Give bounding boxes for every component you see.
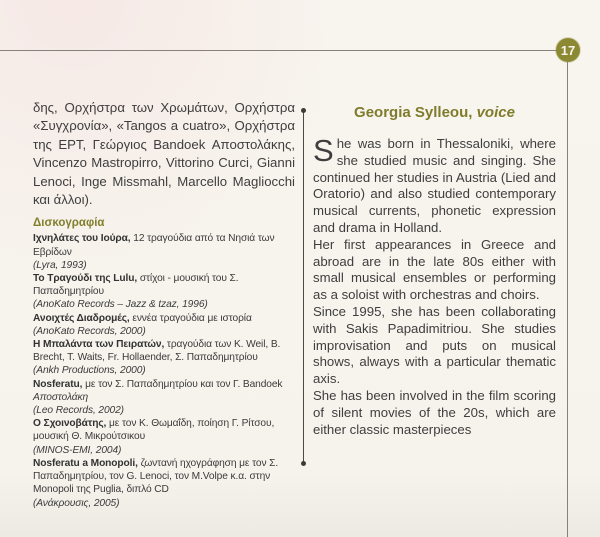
album-description: στίχοι - μουσική του Σ. Παπαδημητρίου (33, 273, 239, 298)
dropcap-letter: S (313, 133, 334, 168)
left-column (33, 99, 295, 510)
bio-text: Since 1995, she has been collaborating with Sakis Papadimitriou. She studies improvisation and puts on musical shows, always with a particular thematic axis. (313, 303, 556, 387)
discography-entry (33, 417, 295, 457)
page-number: 17 (560, 42, 576, 58)
artist-name: Georgia Sylleou, (354, 104, 473, 121)
album-description: 12 τραγούδια από τα Νησιά των Εβρίδων (33, 233, 275, 258)
album-credit: (Leo Records, 2002) (33, 405, 124, 417)
discography-heading: Δισκογραφία (33, 217, 105, 230)
album-title: Το Τραγούδι της Lulu, (33, 273, 138, 285)
album-credit: (Ανάκρουσις, 2005) (33, 497, 120, 509)
discography-list (33, 232, 295, 509)
bio-continuation-text: δης, Ορχήστρα των Χρωμάτων, Ορχήστρα «Συγχρονία», «Tangos a cuatro», Ορχήστρα της ΕΡΤ, Γεώργιος Bandoek Αποστολάκης, Vincenzo Mastropirro, Vittorino Curci, Gianni Lenoci, Inge Missmahl, Marcello Magliocchi και άλλοι). (33, 100, 295, 208)
discography-entry (33, 378, 295, 418)
album-description: ζωντανή ηχογράφηση με τον Σ. Παπαδημητρίου, τον G. Lenoci, τον M.Volpe κ.α. στην Monopoli της Puglia, διπλό CD (33, 457, 279, 496)
bio-text: She has been involved in the film scoring of silent movies of the 20s, which are either classic masterpieces (313, 387, 556, 437)
column-divider (303, 111, 304, 463)
album-description: τραγούδια των K. Weil, B. Brecht, T. Waits, Fr. Hollaender, Σ. Παπαδημητρίου (33, 339, 281, 364)
artist-role: voice (476, 104, 515, 121)
album-title: Ιχνηλάτες του Ιούρα, (33, 233, 131, 245)
discography-entry (33, 232, 295, 272)
album-description: με τον Σ. Παπαδημητρίου και τον Γ. Bandoek (82, 378, 283, 390)
album-title: Nosferatu, (33, 378, 83, 390)
bio-paragraph (313, 304, 556, 388)
album-title: Ο Σχοινοβάτης, (33, 418, 107, 430)
album-title: Η Μπαλάντα των Πειρατών, (33, 339, 165, 351)
album-credit: (AnoKato Records, 2000) (33, 325, 146, 337)
page-number-badge (556, 38, 580, 62)
artist-heading (313, 104, 556, 121)
right-column (313, 104, 556, 438)
bio-text: he was born in Thessaloniki, where she studied music and singing. She continued her studies in Austria (Lied and Oratorio) and also studied contemporary musical currents, phonetic expression and drama in Holland. (313, 136, 556, 235)
bio-text: Her first appearances in Greece and abroad are in the late 80s either with small musical ensembles or performing as a soloist with orchestras and choirs. (313, 236, 556, 303)
album-title: Nosferatu a Monopoli, (33, 457, 138, 469)
album-credit: (Ankh Productions, 2000) (33, 365, 146, 377)
album-description-italic: Αποστολάκη (33, 391, 89, 403)
album-credit: (Lyra, 1993) (33, 259, 87, 271)
album-description: με τον Κ. Θωμαΐδη, ποίηση Γ. Ρίτσου, μουσική Θ. Μικρούτσικου (33, 418, 275, 443)
album-title: Ανοιχτές Διαδρομές, (33, 312, 130, 324)
bio-paragraph (313, 237, 556, 304)
album-credit: (MINOS-EMI, 2004) (33, 444, 122, 456)
bio-paragraph (313, 388, 556, 438)
album-description: εννέα τραγούδια με ιστορία (129, 312, 252, 324)
top-rule (0, 50, 557, 51)
discography-entry (33, 457, 295, 510)
discography-entry (33, 272, 295, 312)
album-credit: (AnoKato Records – Jazz & tzaz, 1996) (33, 299, 208, 311)
right-margin-rule (567, 60, 568, 537)
discography-entry (33, 338, 295, 378)
bio-paragraph (313, 133, 556, 237)
artist-bio (313, 133, 556, 438)
discography-entry (33, 312, 295, 338)
